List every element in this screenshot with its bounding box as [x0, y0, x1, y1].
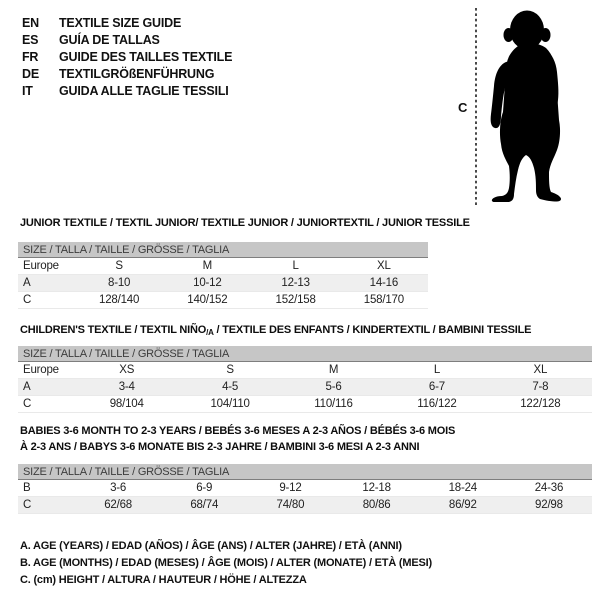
table-cell: M [328, 364, 339, 376]
table-cell: 110/116 [314, 398, 353, 410]
table-row [18, 379, 592, 396]
table-cell: 68/74 [190, 499, 219, 511]
table-cell: L [292, 260, 299, 272]
table-cell: S [226, 364, 234, 376]
language-row [22, 32, 232, 49]
language-row [22, 66, 232, 83]
language-list [22, 15, 232, 100]
language-title: TEXTILE SIZE GUIDE [59, 16, 182, 30]
table-cell: S [115, 260, 123, 272]
table-row [18, 396, 592, 413]
table-cell: 128/140 [99, 294, 140, 306]
note-line-c: C. (cm) HEIGHT / ALTURA / HAUTEUR / HÖHE / ALTEZZA [20, 574, 307, 586]
language-code: IT [22, 84, 33, 98]
table-cell: 62/68 [104, 499, 132, 511]
table-cell: 5-6 [325, 381, 342, 393]
table-cell: 152/158 [275, 294, 316, 306]
height-label: C [458, 100, 468, 115]
table-cell: 86/92 [448, 499, 477, 511]
table-cell: 6-9 [196, 482, 213, 494]
note-line-b: B. AGE (MONTHS) / EDAD (MESES) / ÂGE (MOIS) / ALTER (MONATE) / ETÀ (MESI) [20, 557, 432, 569]
row-label: B [23, 482, 31, 494]
table-cell: 98/104 [109, 398, 144, 410]
language-row [22, 83, 232, 100]
language-row [22, 15, 232, 32]
size-header-bar: SIZE / TALLA / TAILLE / GRÖSSE / TAGLIA [18, 346, 592, 362]
language-code: DE [22, 67, 39, 81]
table-cell: 122/128 [520, 398, 561, 410]
table-row [18, 275, 428, 292]
table-cell: 10-12 [193, 277, 222, 289]
table-row [18, 292, 428, 309]
table-cell: XL [533, 364, 548, 376]
table-cell: 18-24 [448, 482, 477, 494]
children-table [18, 346, 592, 413]
table-title-text: / TEXTILE DES ENFANTS / KINDERTEXTIL / BAMBINI TESSILE [213, 324, 532, 336]
table-cell: 80/86 [362, 499, 391, 511]
baby-silhouette-icon [482, 8, 570, 202]
row-label: Europe [23, 260, 59, 272]
table-title-text: CHILDREN'S TEXTILE / TEXTIL NIÑO [20, 324, 207, 336]
table-cell: 8-10 [108, 277, 131, 289]
babies-table [18, 464, 592, 514]
table-cell: 3-4 [118, 381, 135, 393]
language-row [22, 49, 232, 66]
table-cell: 3-6 [110, 482, 127, 494]
table-cell: 116/122 [417, 398, 457, 410]
language-code: ES [22, 33, 39, 47]
language-title: GUÍA DE TALLAS [59, 33, 160, 47]
table-cell: 12-18 [362, 482, 391, 494]
table-title-babies: BABIES 3-6 MONTH TO 2-3 YEARS / BEBÉS 3-6 MESES A 2-3 AÑOS / BÉBÉS 3-6 MOIS À 2-3 ANS / BABYS 3-6 MONATE BIS 2-3 JAHRE / BAMBINI 3-6 MESI A 2-3 ANNI [20, 425, 456, 453]
table-cell: 4-5 [222, 381, 239, 393]
junior-table [18, 242, 428, 309]
table-cell: M [202, 260, 213, 272]
language-code: EN [22, 16, 39, 30]
table-cell: 92/98 [535, 499, 563, 511]
table-title-junior: JUNIOR TEXTILE / TEXTIL JUNIOR/ TEXTILE JUNIOR / JUNIORTEXTIL / JUNIOR TESSILE [20, 217, 470, 229]
table-cell: 9-12 [279, 482, 302, 494]
row-label: C [23, 398, 32, 410]
row-label: C [23, 294, 32, 306]
table-title-subscript: /A [206, 328, 214, 337]
language-title: TEXTILGRÖßENFÜHRUNG [59, 67, 215, 81]
size-figure [440, 0, 600, 215]
size-header-bar: SIZE / TALLA / TAILLE / GRÖSSE / TAGLIA [18, 464, 592, 480]
table-cell: 24-36 [534, 482, 564, 494]
table-cell: XL [377, 260, 391, 272]
row-label: A [23, 381, 31, 393]
table-title-children [20, 323, 531, 340]
table-cell: 158/170 [363, 294, 404, 306]
size-header-bar: SIZE / TALLA / TAILLE / GRÖSSE / TAGLIA [18, 242, 428, 258]
note-line-a: A. AGE (YEARS) / EDAD (AÑOS) / ÂGE (ANS) / ALTER (JAHRE) / ETÀ (ANNI) [20, 540, 402, 552]
table-cell: L [433, 364, 441, 376]
language-title: GUIDA ALLE TAGLIE TESSILI [59, 84, 229, 98]
table-row [18, 480, 592, 497]
table-cell: 74/80 [276, 499, 305, 511]
table-cell: XS [119, 364, 135, 376]
table-row [18, 258, 428, 275]
table-cell: 12-13 [281, 277, 310, 289]
row-label: C [23, 499, 32, 511]
row-label: A [23, 277, 31, 289]
table-cell: 7-8 [532, 381, 549, 393]
table-cell: 14-16 [369, 277, 399, 289]
table-cell: 6-7 [428, 381, 445, 393]
language-code: FR [22, 50, 39, 64]
row-label: Europe [23, 364, 59, 376]
table-row [18, 362, 592, 379]
table-row [18, 497, 592, 514]
table-cell: 104/110 [210, 398, 250, 410]
footnotes [20, 538, 432, 589]
height-measure-line-icon [474, 8, 478, 206]
table-cell: 140/152 [187, 294, 228, 306]
language-title: GUIDE DES TAILLES TEXTILE [59, 50, 233, 64]
